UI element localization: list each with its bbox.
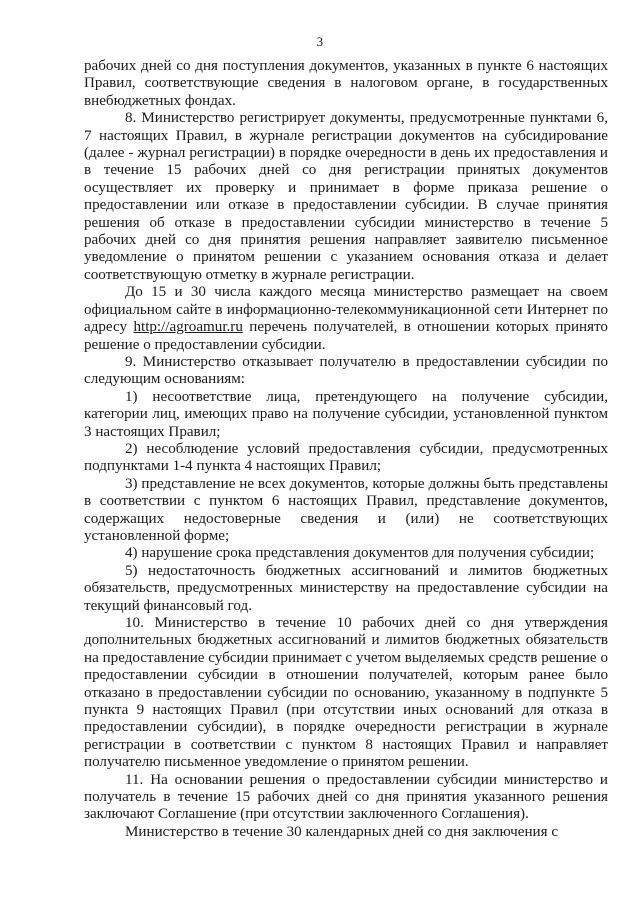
subitem-1: 1) несоответствие лица, претендующего на получение субсидии, категории лиц, имеющих право на получение субсидии, установленной пунктом 3 настоящих Правил;	[84, 388, 608, 440]
subitem-2: 2) несоблюдение условий предоставления субсидии, предусмотренных подпунктами 1-4 пункта 4 настоящих Правил;	[84, 440, 608, 475]
subitem-3: 3) представление не всех документов, которые должны быть представлены в соответствии с пунктом 6 настоящих Правил, представление документов, содержащих недостоверные сведения и (или) не соответствующих установленной форме;	[84, 475, 608, 544]
document-body	[84, 58, 608, 841]
paragraph-site-publication	[84, 284, 608, 354]
paragraph-truncated: Министерство в течение 30 календарных дней со дня заключения с	[125, 823, 559, 840]
paragraph-item-9: 9. Министерство отказывает получателю в предоставлении субсидии по следующим основаниям:	[84, 353, 608, 388]
paragraph-item-10: 10. Министерство в течение 10 рабочих дней со дня утверждения дополнительных бюджетных ассигнований и лимитов бюджетных обязательств на предоставление субсидии принимает с учетом выделяемых средств решение о предоставлении субсидии в отношении получателей, которым ранее было отказано в предоставлении субсидии по основанию, указанному в подпункте 5 пункта 9 настоящих Правил (при отсутствии иных оснований для отказа в предоставлении субсидии), в порядке очередности регистрации в журнале регистрации в соответствии с пунктом 8 настоящих Правил и направляет получателю письменное уведомление о принятом решении.	[84, 615, 608, 771]
agroamur-link[interactable]: http://agroamur.ru	[133, 319, 243, 336]
subitem-4: 4) нарушение срока представления документов для получения субсидии;	[125, 545, 595, 562]
paragraph-continuation: рабочих дней со дня поступления документов, указанных в пункте 6 настоящих Правил, соответствующие сведения в налоговом органе, в государственных внебюджетных фондах.	[84, 58, 608, 109]
subitem-5: 5) недостаточность бюджетных ассигнований и лимитов бюджетных обязательств, предусмотренных министерству на предоставление субсидии на текущий финансовый год.	[84, 562, 608, 614]
page-number: 3	[316, 34, 324, 49]
paragraph-text-before-link: До 15 и 30 числа каждого месяца министерство размещает на своем официальном сайте в информационно-телекоммуникационной сети Интернет по адресу	[84, 284, 608, 336]
paragraph-item-8: 8. Министерство регистрирует документы, предусмотренные пунктами 6, 7 настоящих Правил, в журнале регистрации документов на субсидирование (далее - журнал регистрации) в порядке очередности в день их предоставления и в течение 15 рабочих дней со дня регистрации принятых документов осуществляет их проверку и принимает в форме приказа решение о предоставлении или отказе в предоставлении субсидии. В случае принятия решения об отказе в предоставлении субсидии министерство в течение 5 рабочих дней со дня принятия решения направляет заявителю письменное уведомление о принятом решении с указанием основания отказа и делает соответствующую отметку в журнале регистрации.	[84, 110, 608, 283]
paragraph-text-after-link: перечень получателей, в отношении которых принято решение о предоставлении субсидии.	[84, 319, 608, 353]
paragraph-item-11: 11. На основании решения о предоставлении субсидии министерство и получатель в течение 15 рабочих дней со дня принятия указанного решения заключают Соглашение (при отсутствии заключенного Соглашения).	[84, 771, 608, 823]
